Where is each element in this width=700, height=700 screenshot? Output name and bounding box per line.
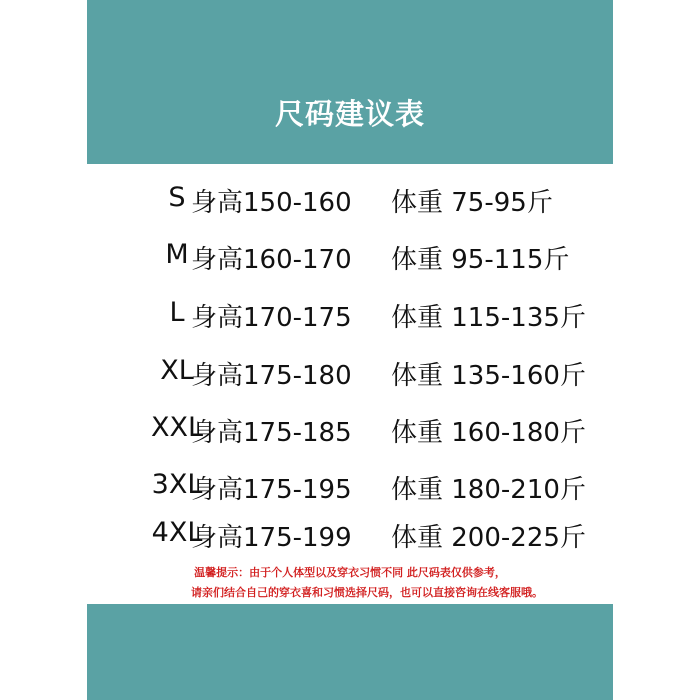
height-range: 身高175-195	[191, 475, 352, 505]
page-title: 尺码建议表	[274, 97, 425, 131]
weight-range: 体重 75-95斤	[391, 188, 553, 218]
notice-line-1: 温馨提示：由于个人体型以及穿衣习惯不同 此尺码表仅供参考，	[194, 566, 506, 579]
weight-range: 体重 180-210斤	[391, 475, 586, 505]
size-row	[87, 465, 613, 505]
height-range: 身高175-185	[191, 418, 352, 448]
notice-line-2: 请亲们结合自己的穿衣喜和习惯选择尺码，也可以直接咨询在线客服哦。	[191, 586, 543, 599]
size-label: XL	[160, 355, 194, 386]
size-row	[87, 513, 613, 553]
size-row	[87, 351, 613, 391]
size-label: L	[169, 297, 185, 328]
size-row	[87, 178, 613, 218]
height-range: 身高170-175	[191, 303, 352, 333]
height-range: 身高175-199	[191, 523, 352, 553]
height-range: 身高160-170	[191, 245, 352, 275]
height-range: 身高150-160	[191, 188, 352, 218]
weight-range: 体重 115-135斤	[391, 303, 586, 333]
size-label: XXL	[150, 412, 204, 443]
header-band	[87, 0, 613, 164]
size-row	[87, 408, 613, 448]
weight-range: 体重 135-160斤	[391, 361, 586, 391]
size-row	[87, 235, 613, 275]
size-chart-card	[87, 0, 613, 700]
height-range: 身高175-180	[191, 361, 352, 391]
notice-text	[87, 563, 613, 603]
size-label: 3XL	[151, 469, 203, 500]
footer-band	[87, 604, 613, 700]
weight-range: 体重 95-115斤	[391, 245, 570, 275]
size-row	[87, 293, 613, 333]
weight-range: 体重 160-180斤	[391, 418, 586, 448]
weight-range: 体重 200-225斤	[391, 523, 586, 553]
size-label: 4XL	[151, 517, 203, 548]
size-label: M	[165, 239, 189, 270]
size-label: S	[168, 182, 186, 213]
